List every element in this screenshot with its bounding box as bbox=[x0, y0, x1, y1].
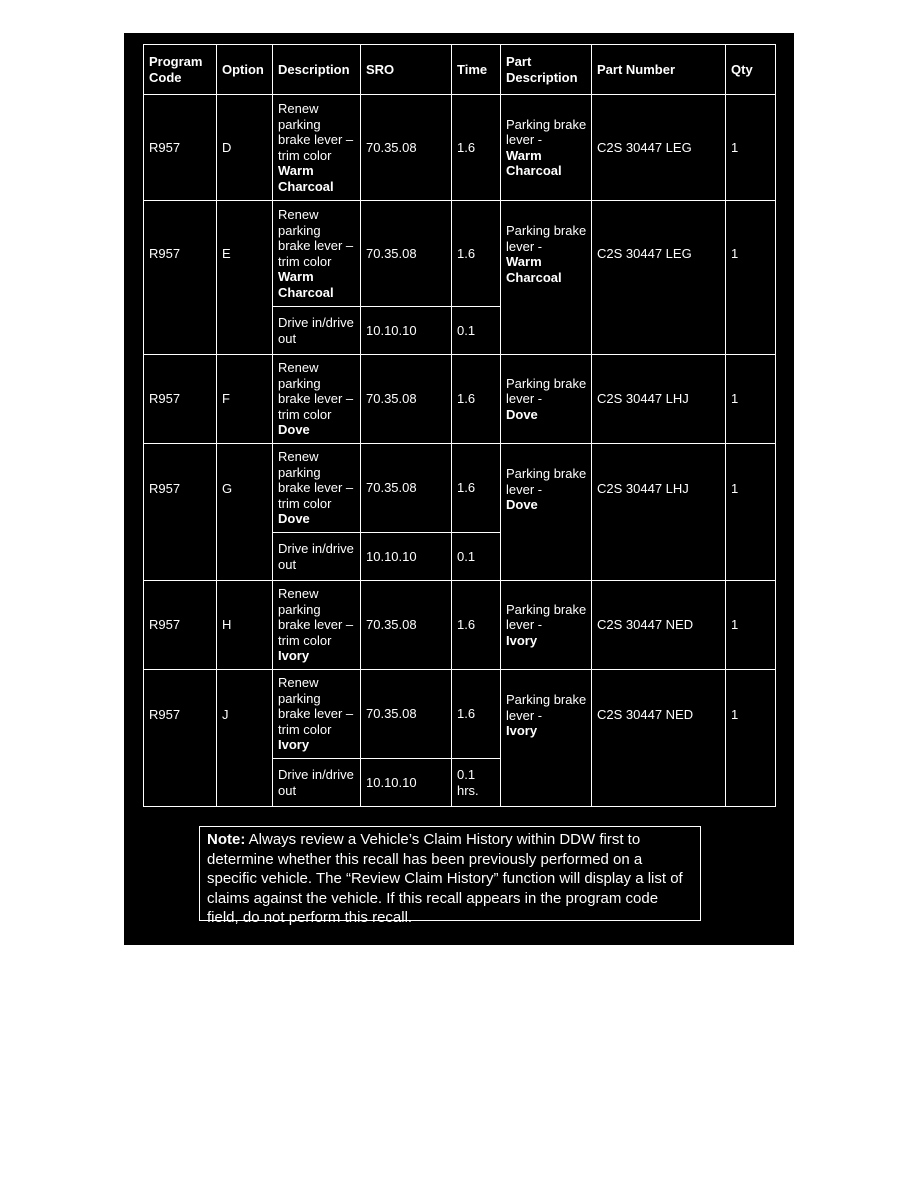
description-cell: Drive in/drive out bbox=[273, 759, 361, 807]
header-part-number: Part Number bbox=[592, 45, 726, 95]
program-code-cell: R957 bbox=[144, 201, 217, 355]
header-qty: Qty bbox=[726, 45, 776, 95]
description-text: Renew parking brake lever – trim color bbox=[278, 101, 354, 163]
program-code-cell: R957 bbox=[144, 670, 217, 807]
description-cell: Drive in/drive out bbox=[273, 307, 361, 355]
header-program-code: Program Code bbox=[144, 45, 217, 95]
sro-cell: 70.35.08 bbox=[361, 355, 452, 444]
description-cell bbox=[273, 670, 361, 759]
time-cell: 1.6 bbox=[452, 201, 501, 307]
time-cell: 0.1 hrs. bbox=[452, 759, 501, 807]
part-number-cell: C2S 30447 LEG bbox=[592, 95, 726, 201]
header-option: Option bbox=[217, 45, 273, 95]
option-cell: H bbox=[217, 581, 273, 670]
description-cell bbox=[273, 444, 361, 533]
part-description-text: Parking brake lever - bbox=[506, 466, 587, 497]
table-row bbox=[144, 355, 776, 444]
description-cell: Drive in/drive out bbox=[273, 533, 361, 581]
note-label: Note: bbox=[207, 831, 246, 848]
description-color: Dove bbox=[278, 422, 310, 438]
description-color: Ivory bbox=[278, 737, 310, 753]
sro-cell: 10.10.10 bbox=[361, 533, 452, 581]
table-row bbox=[144, 201, 776, 307]
description-text: Renew parking brake lever – trim color bbox=[278, 675, 354, 737]
qty-cell: 1 bbox=[726, 355, 776, 444]
program-code-cell: R957 bbox=[144, 444, 217, 581]
option-cell: G bbox=[217, 444, 273, 581]
qty-cell: 1 bbox=[726, 444, 776, 581]
note-box bbox=[199, 826, 701, 926]
part-color: Ivory bbox=[506, 723, 538, 738]
table-row bbox=[144, 95, 776, 201]
part-number-cell: C2S 30447 LHJ bbox=[592, 355, 726, 444]
qty-cell: 1 bbox=[726, 95, 776, 201]
sro-cell: 10.10.10 bbox=[361, 307, 452, 355]
description-text: Renew parking brake lever – trim color bbox=[278, 586, 354, 648]
description-color: Ivory bbox=[278, 648, 310, 664]
note-text: Always review a Vehicle’s Claim History within DDW first to determine whether this recall has been previously performed on a specific vehicle. The “Review Claim History” function will display a list of claims against the vehicle. If this recall appears in the program code field, do not perform this recall. bbox=[207, 831, 683, 926]
part-number-cell: C2S 30447 LEG bbox=[592, 201, 726, 355]
time-cell: 0.1 bbox=[452, 307, 501, 355]
part-description-cell bbox=[501, 355, 592, 444]
part-description-text: Parking brake lever - bbox=[506, 375, 587, 407]
sro-cell: 70.35.08 bbox=[361, 670, 452, 759]
header-time: Time bbox=[452, 45, 501, 95]
part-color: Warm Charcoal bbox=[506, 254, 562, 285]
program-code-cell: R957 bbox=[144, 581, 217, 670]
part-description-text: Parking brake lever - bbox=[506, 601, 587, 633]
description-cell bbox=[273, 201, 361, 307]
part-number-cell: C2S 30447 NED bbox=[592, 670, 726, 807]
qty-cell: 1 bbox=[726, 581, 776, 670]
program-code-cell: R957 bbox=[144, 95, 217, 201]
description-cell bbox=[273, 581, 361, 670]
part-color: Dove bbox=[506, 497, 538, 512]
program-code-cell: R957 bbox=[144, 355, 217, 444]
recall-parts-table bbox=[143, 44, 776, 807]
description-color: Warm Charcoal bbox=[278, 163, 334, 194]
option-cell: D bbox=[217, 95, 273, 201]
sro-cell: 70.35.08 bbox=[361, 581, 452, 670]
description-text: Renew parking brake lever – trim color bbox=[278, 207, 354, 269]
part-description-cell bbox=[501, 444, 592, 581]
sro-cell: 10.10.10 bbox=[361, 759, 452, 807]
table-row bbox=[144, 444, 776, 533]
header-description: Description bbox=[273, 45, 361, 95]
table-header-row bbox=[144, 45, 776, 95]
part-number-cell: C2S 30447 LHJ bbox=[592, 444, 726, 581]
qty-cell: 1 bbox=[726, 670, 776, 807]
part-description-cell bbox=[501, 95, 592, 201]
description-color: Warm Charcoal bbox=[278, 269, 334, 300]
part-color: Warm Charcoal bbox=[506, 147, 562, 178]
time-cell: 0.1 bbox=[452, 533, 501, 581]
part-description-text: Parking brake lever - bbox=[506, 692, 587, 723]
description-text: Renew parking brake lever – trim color bbox=[278, 360, 354, 422]
part-description-text: Parking brake lever - bbox=[506, 116, 587, 147]
option-cell: F bbox=[217, 355, 273, 444]
description-text: Renew parking brake lever – trim color bbox=[278, 449, 354, 511]
sro-cell: 70.35.08 bbox=[361, 201, 452, 307]
description-color: Dove bbox=[278, 511, 310, 527]
qty-cell: 1 bbox=[726, 201, 776, 355]
header-part-description: Part Description bbox=[501, 45, 592, 95]
description-cell bbox=[273, 95, 361, 201]
header-sro: SRO bbox=[361, 45, 452, 95]
table-row bbox=[144, 581, 776, 670]
document-panel bbox=[124, 33, 794, 945]
part-description-cell bbox=[501, 670, 592, 807]
description-cell bbox=[273, 355, 361, 444]
time-cell: 1.6 bbox=[452, 355, 501, 444]
time-cell: 1.6 bbox=[452, 95, 501, 201]
sro-cell: 70.35.08 bbox=[361, 444, 452, 533]
part-color: Dove bbox=[506, 406, 538, 422]
option-cell: E bbox=[217, 201, 273, 355]
sro-cell: 70.35.08 bbox=[361, 95, 452, 201]
time-cell: 1.6 bbox=[452, 670, 501, 759]
time-cell: 1.6 bbox=[452, 581, 501, 670]
part-description-text: Parking brake lever - bbox=[506, 223, 587, 254]
part-description-cell bbox=[501, 581, 592, 670]
option-cell: J bbox=[217, 670, 273, 807]
time-cell: 1.6 bbox=[452, 444, 501, 533]
part-color: Ivory bbox=[506, 632, 538, 648]
part-number-cell: C2S 30447 NED bbox=[592, 581, 726, 670]
table-row bbox=[144, 670, 776, 759]
part-description-cell bbox=[501, 201, 592, 355]
